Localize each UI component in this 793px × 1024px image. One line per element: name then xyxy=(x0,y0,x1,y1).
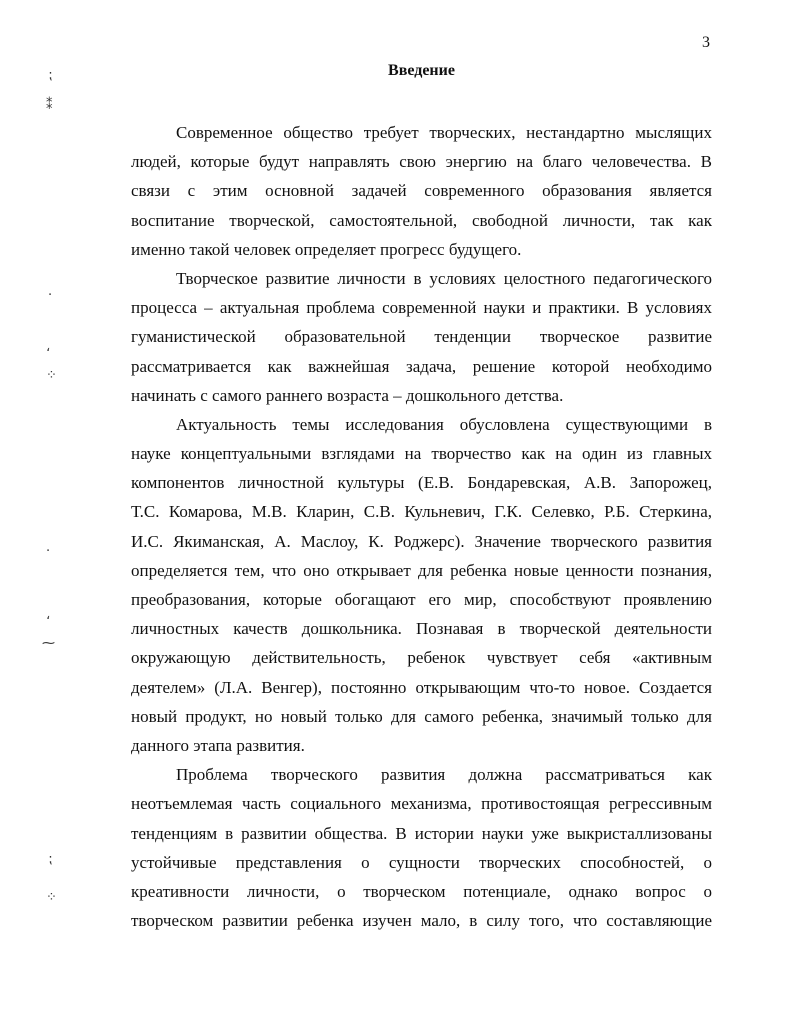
text-line: деятелем» (Л.А. Венгер), постоянно открывающим что-то новое. Создается xyxy=(131,677,712,697)
text-line: личностных качеств дошкольника. Познавая в творческой деятельности xyxy=(131,619,712,639)
text-line: воспитание творческой, самостоятельной, свободной личности, так как xyxy=(131,210,712,230)
text-line: определяется тем, что оно открывает для ребенка новые ценности познания, xyxy=(131,560,712,580)
text-line: неотъемлемая часть социального механизма, противостоящая регрессивным xyxy=(131,794,712,814)
scan-mark: ⁘ xyxy=(46,890,57,905)
text-line: Проблема творческого развития должна рассматриваться как xyxy=(176,765,712,785)
text-line: тенденциям в развитии общества. В истории науки уже выкристаллизованы xyxy=(131,823,712,843)
scan-mark: ⁓ xyxy=(42,636,55,651)
text-line: окружающую действительность, ребенок чувствует себя «активным xyxy=(131,648,712,668)
text-line: процесса – актуальная проблема современной науки и практики. В условиях xyxy=(131,298,712,318)
text-line: креативности личности, о творческом потенциале, однако вопрос о xyxy=(131,881,712,901)
text-line: преобразования, которые обогащают его мир, способствуют проявлению xyxy=(131,590,712,609)
text-line: устойчивые представления о сущности творческих способностей, о xyxy=(131,852,712,872)
text-line: Актуальность темы исследования обусловлена существующими в xyxy=(176,414,712,434)
scan-mark: ⁏ xyxy=(48,852,53,867)
scan-mark: · xyxy=(46,544,51,559)
body-text xyxy=(131,118,712,935)
text-line: начинать с самого раннего возраста – дошкольного детства. xyxy=(131,385,564,405)
text-line: творческом развитии ребенка изучен мало, в силу того, что составляющие xyxy=(131,911,712,931)
scan-mark: ⁘ xyxy=(46,368,57,383)
scan-mark: · xyxy=(48,288,53,303)
text-line: компонентов личностной культуры (Е.В. Бондаревская, А.В. Запорожец, xyxy=(131,473,712,493)
scan-mark: ، xyxy=(46,340,51,355)
page-title: Введение xyxy=(388,62,455,79)
scan-mark: ⁏ xyxy=(48,68,53,83)
text-line: именно такой человек определяет прогресс будущего. xyxy=(131,239,522,259)
text-line: людей, которые будут направлять свою энергию на благо человечества. В xyxy=(131,152,712,172)
text-line: связи с этим основной задачей современного образования является xyxy=(131,181,712,201)
text-line: Т.С. Комарова, М.В. Кларин, С.В. Кульневич, Г.К. Селевко, Р.Б. Стеркина, xyxy=(131,502,712,522)
text-line: науке концептуальными взглядами на творчество как на один из главных xyxy=(131,444,712,464)
text-line: гуманистической образовательной тенденции творческое развитие xyxy=(131,327,712,347)
page-number: 3 xyxy=(702,34,710,51)
text-line: Творческое развитие личности в условиях целостного педагогического xyxy=(176,268,712,288)
text-line: данного этапа развития. xyxy=(131,735,305,755)
text-line: Современное общество требует творческих, нестандартно мыслящих xyxy=(176,123,712,142)
scan-mark: ، xyxy=(46,608,51,623)
text-line: И.С. Якиманская, А. Маслоу, К. Роджерс). Значение творческого развития xyxy=(131,531,712,551)
text-line: рассматривается как важнейшая задача, решение которой необходимо xyxy=(131,356,712,376)
scan-mark: ⁑ xyxy=(46,98,53,113)
text-line: новый продукт, но новый только для самого ребенка, значимый только для xyxy=(131,706,712,726)
